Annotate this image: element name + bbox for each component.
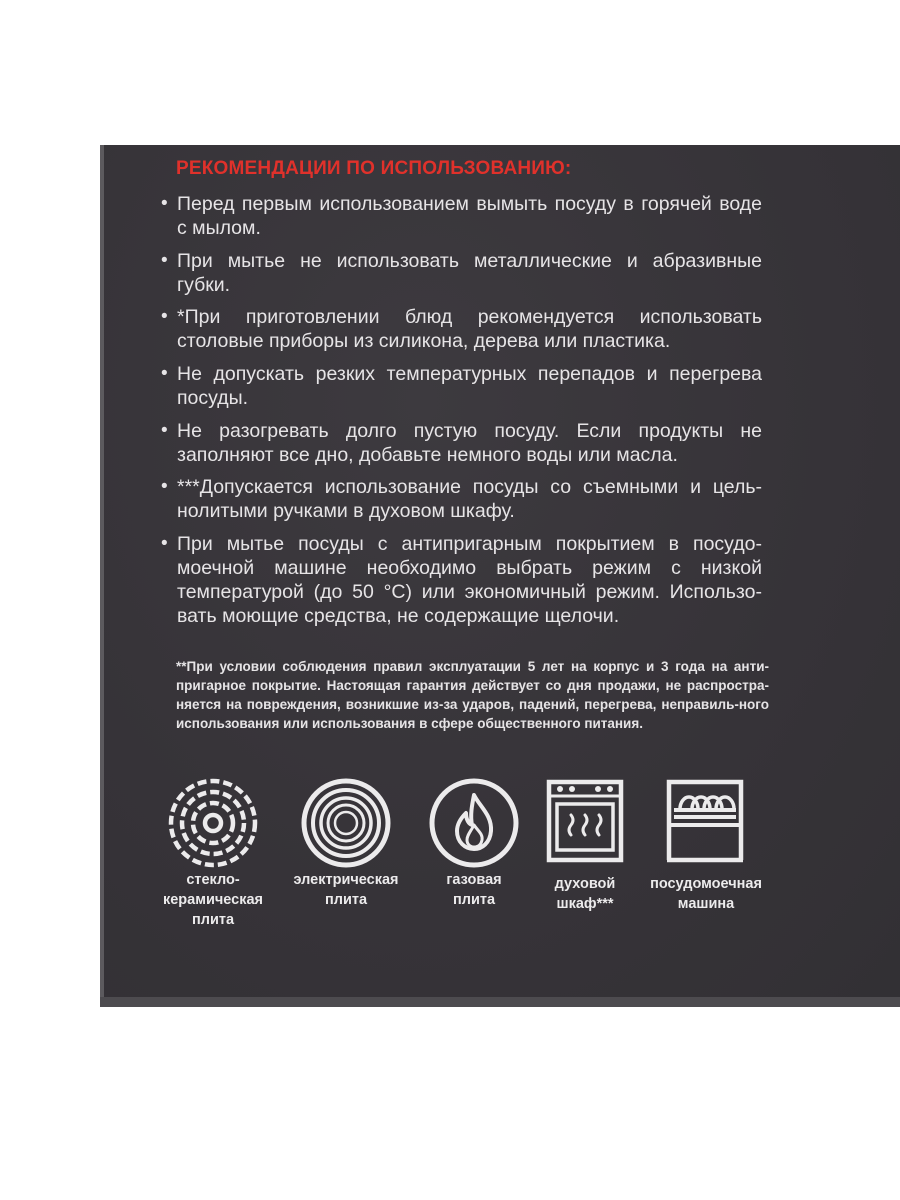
gas-hob-label: газовая плита xyxy=(446,872,502,908)
bullet-icon: • xyxy=(161,533,168,554)
electric-hob-label: электрическая плита xyxy=(293,872,399,908)
bullet-icon: • xyxy=(161,363,168,384)
list-item: • Перед первым использованием вымыть посуду в горячей воде с мылом. xyxy=(161,193,762,239)
glass-ceramic-hob-icon xyxy=(167,777,259,869)
glass-ceramic-hob-label: стекло- керамическая плита xyxy=(162,872,264,928)
list-item: • ***Допускается использование посуды со съемными и цель-нолитыми ручками в духовом шкафу. xyxy=(161,476,762,522)
list-item: • Не разогревать долго пустую посуду. Если продукты не заполняют все дно, добавьте немного воды или масла. xyxy=(161,420,762,466)
list-item: • При мытье не использовать металлические и абразивные губки. xyxy=(161,250,762,296)
recommendations-heading: РЕКОМЕНДАЦИИ ПО ИСПОЛЬЗОВАНИЮ: xyxy=(176,158,572,179)
dishwasher-label: посудомоечная машина xyxy=(650,876,762,912)
bullet-icon: • xyxy=(161,250,168,271)
bullet-icon: • xyxy=(161,476,168,497)
bullet-icon: • xyxy=(161,420,168,441)
oven-label: духовой шкаф*** xyxy=(554,876,616,912)
list-item: • Не допускать резких температурных перепадов и перегрева посуды. xyxy=(161,363,762,409)
dishwasher-icon xyxy=(666,779,744,863)
warranty-footnote: **При условии соблюдения правил эксплуатации 5 лет на корпус и 3 года на анти-пригарное покрытие. Настоящая гарантия действует со дня продажи, не распростра-няется на повреждения, возникшие из-за ударов, падений, перегрева, неправиль-ного использования или использования в сфере общественного питания. xyxy=(176,659,769,731)
oven-icon xyxy=(546,779,624,863)
bullet-icon: • xyxy=(161,306,168,327)
gas-flame-icon xyxy=(428,777,520,869)
list-item: • *При приготовлении блюд рекомендуется использовать столовые приборы из силикона, дерева или пластика. xyxy=(161,306,762,352)
box-bottom-edge xyxy=(100,997,900,1007)
electric-hob-icon xyxy=(300,777,392,869)
bullet-icon: • xyxy=(161,193,168,214)
list-item: • При мытье посуды с антипригарным покрытием в посудо-моечной машине необходимо выбрать режим с низкой температурой (до 50 °C) или экономичный режим. Использо-вать моющие средства, не содержащие щелочи. xyxy=(161,533,762,627)
